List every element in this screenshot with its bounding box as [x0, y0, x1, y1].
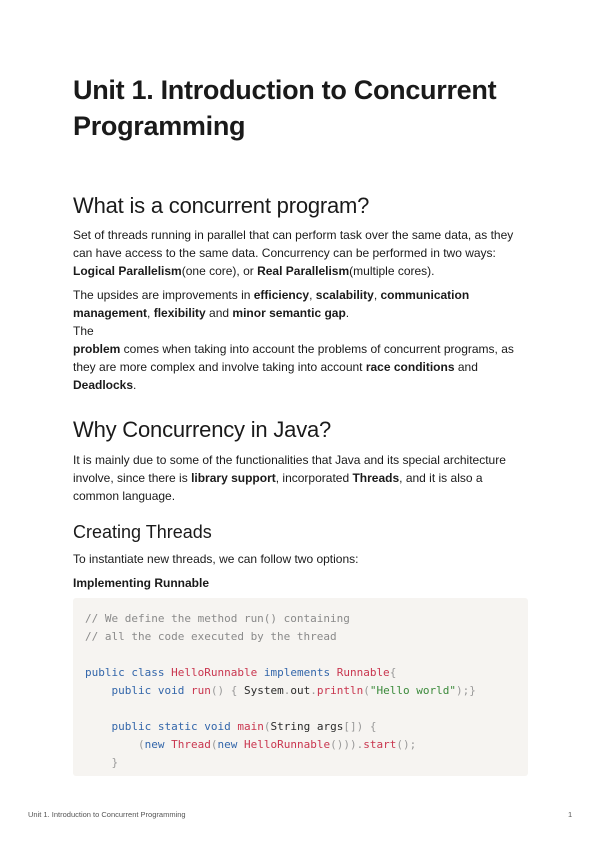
section-heading-java: Why Concurrency in Java?	[73, 417, 332, 442]
code-block	[73, 598, 528, 776]
subsection-heading-creating-threads: Creating Threads	[73, 522, 212, 542]
paragraph-problems: problem comes when taking into account the problems of concurrent programs, as they are more complex and involve taking into account race conditions and Deadlocks.	[73, 342, 514, 392]
section-heading-concurrent-program: What is a concurrent program?	[73, 193, 370, 218]
paragraph-the: The	[73, 324, 94, 338]
page-title: Unit 1. Introduction to Concurrent Programming	[73, 75, 497, 141]
footer-title: Unit 1. Introduction to Concurrent Programming	[28, 810, 186, 819]
footer-page-number: 1	[568, 810, 573, 819]
paragraph-options: To instantiate new threads, we can follow two options:	[73, 552, 359, 566]
paragraph-java: It is mainly due to some of the functionalities that Java and its special architecture involve, since there is library support, incorporated Threads, and it is also a common language.	[73, 453, 506, 503]
code-text: // We define the method run() containing // all the code executed by the thread public class HelloRunnable implements Runnable{ public void run() { System.out.println("Hello world");} public static void main(String args[]) { (new Thread(new HelloRunnable())).start(); }	[85, 612, 476, 769]
paragraph-upsides: The upsides are improvements in efficiency, scalability, communication management, flexibility and minor semantic gap.	[73, 288, 470, 320]
paragraph-definition: Set of threads running in parallel that can perform task over the same data, as they can have access to the same data. Concurrency can be performed in two ways: Logical Parallelism(one core), or Real Parallelism(multiple cores).	[73, 228, 514, 278]
subheading-implementing-runnable: Implementing Runnable	[73, 576, 210, 590]
